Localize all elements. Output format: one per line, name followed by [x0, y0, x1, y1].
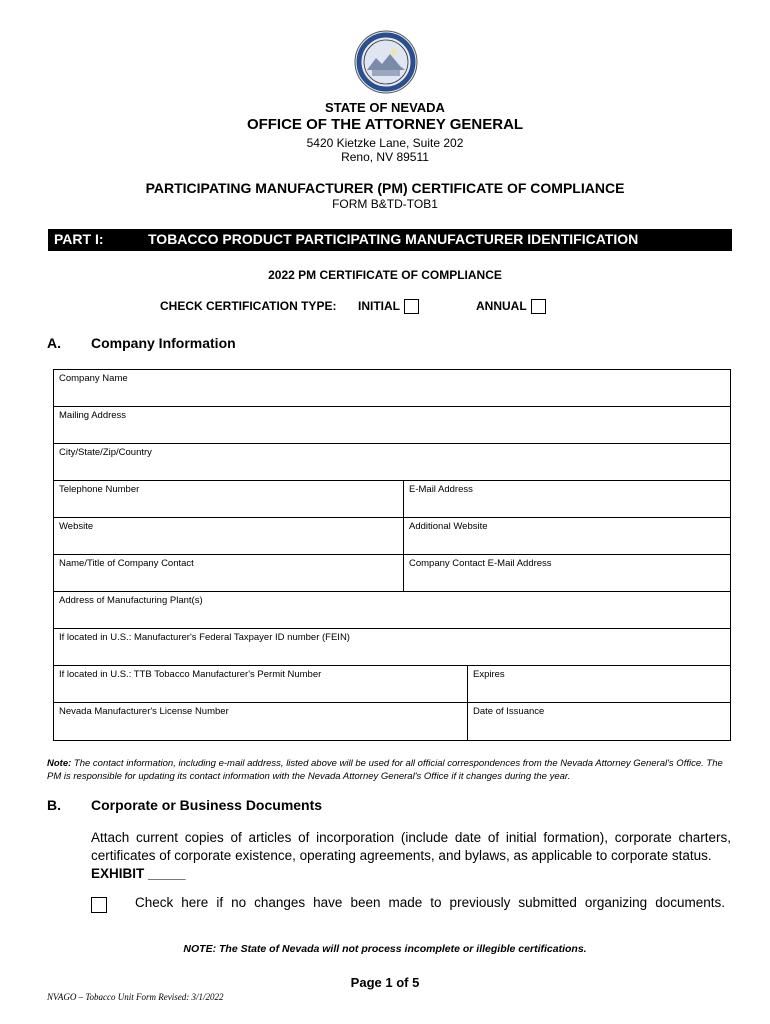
state-heading: STATE OF NEVADA [325, 100, 445, 115]
initial-label: INITIAL [358, 299, 400, 313]
office-heading: OFFICE OF THE ATTORNEY GENERAL [246, 116, 524, 133]
grid-row [54, 481, 730, 518]
nv-license-field[interactable]: Nevada Manufacturer's License Number [59, 706, 229, 717]
section-b-letter: B. [47, 797, 61, 813]
grid-row [54, 703, 730, 740]
grid-row [54, 666, 730, 703]
grid-row [54, 629, 730, 666]
grid-row [54, 370, 730, 407]
grid-row [54, 555, 730, 592]
note-label: Note: [47, 758, 72, 769]
state-seal-icon [354, 30, 418, 94]
form-title: PARTICIPATING MANUFACTURER (PM) CERTIFICATE OF COMPLIANCE [145, 180, 625, 196]
incomplete-warning: NOTE: The State of Nevada will not process incomplete or illegible certifications. [183, 943, 587, 955]
section-a-title: Company Information [91, 335, 236, 351]
part-1-bar [48, 229, 732, 251]
no-change-label: Check here if no changes have been made to previously submitted organizing documents. [135, 895, 725, 910]
exhibit-label: EXHIBIT _____ [91, 866, 186, 881]
annual-option [476, 299, 546, 314]
annual-checkbox[interactable] [531, 299, 546, 314]
section-b-title: Corporate or Business Documents [91, 797, 323, 813]
grid-row [54, 444, 730, 481]
form-revision-footer: NVAGO – Tobacco Unit Form Revised: 3/1/2022 [47, 992, 224, 1002]
page-number: Page 1 of 5 [350, 975, 420, 990]
initial-option [358, 299, 419, 314]
fein-field[interactable]: If located in U.S.: Manufacturer's Federal Taxpayer ID number (FEIN) [59, 632, 350, 643]
certification-type-prompt: CHECK CERTIFICATION TYPE: [160, 299, 337, 313]
issuance-date-field[interactable]: Date of Issuance [467, 703, 730, 740]
address-line-1: 5420 Kietzke Lane, Suite 202 [306, 136, 464, 150]
city-state-zip-field[interactable]: City/State/Zip/Country [59, 447, 152, 458]
manufacturing-plants-field[interactable]: Address of Manufacturing Plant(s) [59, 595, 203, 606]
initial-checkbox[interactable] [404, 299, 419, 314]
grid-row [54, 407, 730, 444]
note-text: The contact information, including e-mail address, listed above will be used for all official correspondences from the Nevada Attorney General's Office. The PM is responsible for updating its contact information with the Nevada Attorney General's Office if it changes during the year. [47, 758, 723, 782]
mailing-address-field[interactable]: Mailing Address [59, 410, 127, 421]
ttb-permit-field[interactable]: If located in U.S.: TTB Tobacco Manufacturer's Permit Number [59, 669, 322, 680]
part-1-title: TOBACCO PRODUCT PARTICIPATING MANUFACTURER IDENTIFICATION [148, 231, 639, 247]
telephone-field[interactable]: Telephone Number [59, 484, 140, 495]
additional-website-field[interactable]: Additional Website [403, 518, 730, 554]
email-field[interactable]: E-Mail Address [403, 481, 730, 517]
documents-instructions: Attach current copies of articles of incorporation (include date of initial formation), corporate charters, certificates of corporate existence, operating agreements, and bylaws, as applicable to corporate status. [91, 830, 731, 863]
part-1-label: PART I: [54, 231, 104, 247]
grid-row [54, 592, 730, 629]
company-info-grid [53, 369, 731, 741]
section-b-paragraph [91, 829, 731, 883]
section-a-letter: A. [47, 335, 61, 351]
contact-email-field[interactable]: Company Contact E-Mail Address [403, 555, 730, 591]
address-line-2: Reno, NV 89511 [341, 150, 429, 164]
grid-row [54, 518, 730, 555]
contact-note [47, 757, 737, 783]
website-field[interactable]: Website [59, 521, 94, 532]
expires-field[interactable]: Expires [467, 666, 730, 702]
no-change-checkbox[interactable] [91, 897, 107, 913]
contact-name-field[interactable]: Name/Title of Company Contact [59, 558, 194, 569]
form-code: FORM B&TD-TOB1 [332, 197, 438, 211]
company-name-field[interactable]: Company Name [59, 373, 128, 384]
annual-label: ANNUAL [476, 299, 527, 313]
certificate-year: 2022 PM CERTIFICATE OF COMPLIANCE [268, 268, 502, 282]
